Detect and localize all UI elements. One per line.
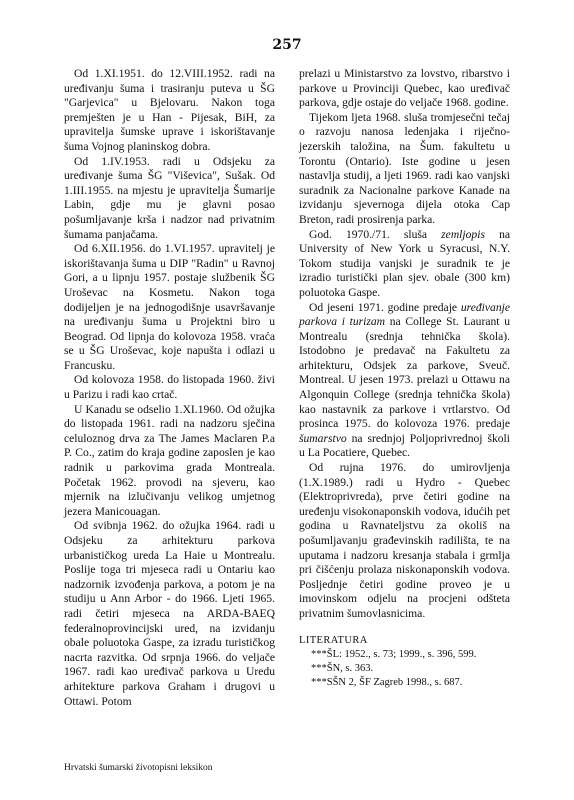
emphasis: šumarstvo: [299, 431, 347, 445]
literature-item: ***SŠN 2, ŠF Zagreb 1998., s. 687.: [311, 677, 463, 689]
paragraph: Od svibnja 1962. do ožujka 1964. radi u Odsjeku za arhitekturu parkova urbanističkog ureda La Haie u Montrealu. Poslije toga tri mjeseca radi u Ontariu kao nadzornik izvođenja parkova, a potom je na studiju u Ann Arbor - do 1966. Ljeti 1965. radi četiri mjeseca na ARDA-BAEQ federalnoprovincijski ured, na izvidanju obale poluotoka Gaspe, za izradu turističkog nacrta razvitka. Od srpnja 1966. do veljače 1967. radi kao uređivač parkova u Uredu arhitekture parkova Graham i drugovi u Ottawi. Potom: [64, 519, 275, 708]
paragraph: Tijekom ljeta 1968. sluša tromjesečni tečaj o razvoju nanosa ledenjaka i riječno-jezerskih taložina, na Šum. fakultetu u Torontu (Ontario). Iste godine u jesen nastavlja studij, a ljeti 1969. radi kao vanjski suradnik za Nacionalne parkove Kanade na izvidanju sjevernoga dijela otoka Cap Breton, radi prosirenja parka.: [299, 110, 510, 226]
paragraph: Od rujna 1976. do umirovljenja (1.X.1989.) radi u Hydro - Quebec (Elektroprivreda), prve četiri godine na uređenju visokonaponskih vodova, idućih pet godina u Ravnateljstvu za okoliš na pošumljavanju građevinskih radilišta, te na uputama i nadzoru kresanja stabala i grmlja pri čišćenju prolaza niskonaponskih vodova. Posljednje četiri godine proveo je u imovinskom odjelu na procjeni odšteta privatnim šumovlasnicima.: [299, 461, 510, 620]
right-column: [299, 67, 510, 690]
paragraph: Od jeseni 1971. godine predaje uređivanje parkova i turizam na College St. Laurant u Montrealu (srednja tehnička škola). Istodobno je predavač na Fakultetu za arhitekturu, Odsjek za parkove, Sveuč. Montreal. U jesen 1973. prelazi u Ottawu na Algonquin College (srednja tehnička škola) kao nastavnik za parkove i vrtlarstvo. Od prosinca 1975. do kolovoza 1976. predaje šumarstvo na srednjoj Poljoprivrednoj školi u La Pocatiere, Quebec.: [299, 300, 510, 460]
literature-item: ***ŠN, s. 363.: [311, 663, 374, 675]
paragraph: Od 6.XII.1956. do 1.VI.1957. upravitelj je iskorištavanja šuma u DIP "Radin" u Ravnoj Gori, a u lipnju 1957. postaje službenik ŠG Uroševac na Kosmetu. Nakon toga dodijeljen je na jednogodišnje usavršavanje na uređivanju šuma u Projektni biro u Beograd. Od lipnja do kolovoza 1958. vraća se u ŠG Uroševac, koje napušta i odlazi u Francusku.: [64, 242, 275, 372]
page-number: 257: [272, 37, 302, 53]
literature-item: ***ŠL: 1952., s. 73; 1999., s. 396, 599.: [311, 649, 477, 661]
paragraph: prelazi u Ministarstvo za lovstvo, ribarstvo i parkove u Provinciji Quebec, kao uređivač parkova, gdje ostaje do veljače 1968. godine.: [299, 67, 510, 110]
paragraph: God. 1970./71. sluša zemljopis na University of New York u Syracusi, N.Y. Tokom studija vanjski je suradnik te je izradio turistički plan sjev. obale (300 km) poluotoka Gaspe.: [299, 227, 511, 299]
footer: Hrvatski šumarski životopisni leksikon: [64, 763, 213, 773]
emphasis: zemljopis: [441, 227, 485, 241]
left-column: [64, 67, 275, 709]
emphasis: uređivanje parkova i turizam: [299, 300, 510, 329]
literature-title: LITERATURA: [299, 634, 368, 646]
paragraph: Od kolovoza 1958. do listopada 1960. živi u Parizu i radi kao crtač.: [64, 373, 275, 402]
paragraph: Od 1.XI.1951. do 12.VIII.1952. radi na uređivanju šuma i trasiranju puteva u ŠG "Garjevica" u Bjelovaru. Nakon toga premješten je u Han - Pijesak, BiH, za upravitelja šumske uprave i iskorištavanje šuma Vojnog planinskog dobra.: [64, 67, 275, 153]
paragraph: Od 1.IV.1953. radi u Odsjeku za uređivanje šuma ŠG "Viševica", Sušak. Od 1.III.1955. na mjestu je upravitelja Šumarije Labin, gdje mu je glavni posao pošumljavanje krša i nadzor nad privatnim šumama panjačama.: [64, 154, 275, 241]
paragraph: U Kanadu se odselio 1.XI.1960. Od ožujka do listopada 1961. radi na nadzoru sječina celuloznog drva za The James Maclaren P.a P. Co., zatim do kraja godine zaposlen je kao radnik u parkovima grada Montreala. Početak 1962. provodi na sjeveru, kao mjernik na izlučivanju velikog umjetnog jezera Manicouagan.: [64, 402, 275, 518]
